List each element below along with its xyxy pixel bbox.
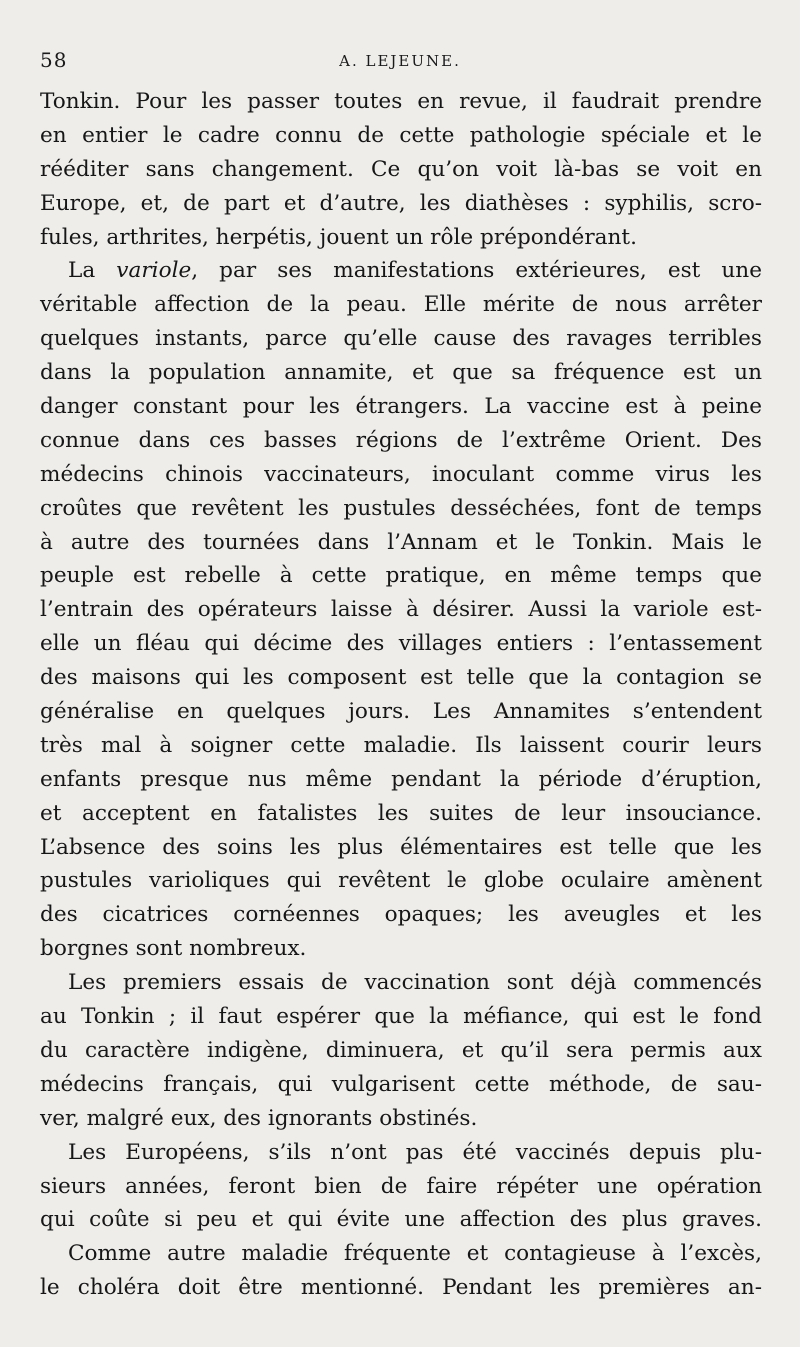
- text-line: du caractère indigène, diminuera, et qu’il sera permis aux: [40, 1037, 762, 1063]
- text-line: danger constant pour les étrangers. La vaccine est à peine: [40, 394, 762, 420]
- text-run: La: [68, 258, 117, 284]
- text-line: connue dans ces basses régions de l’extrême Orient. Des: [40, 427, 762, 453]
- text-line: [40, 254, 762, 288]
- text-line: pustules varioliques qui revêtent le globe oculaire amènent: [40, 868, 762, 894]
- text-line: L’absence des soins les plus élémentaires est telle que les: [40, 834, 762, 860]
- text-line: médecins français, qui vulgarisent cette méthode, de sau-: [40, 1071, 762, 1097]
- text-run: , par ses manifestations extérieures, est une: [191, 258, 762, 284]
- text-line: des cicatrices cornéennes opaques; les aveugles et les: [40, 902, 762, 928]
- text-line: quelques instants, parce qu’elle cause des ravages terribles: [40, 326, 762, 352]
- text-line: peuple est rebelle à cette pratique, en même temps que: [40, 563, 762, 589]
- text-line: Les premiers essais de vaccination sont déjà commencés: [68, 970, 762, 996]
- text-line: l’entrain des opérateurs laisse à désirer. Aussi la variole est-: [40, 597, 762, 623]
- text-line: elle un fléau qui décime des villages entiers : l’entassement: [40, 631, 762, 657]
- text-line: au Tonkin ; il faut espérer que la méfiance, qui est le fond: [40, 1004, 762, 1030]
- text-line: ver, malgré eux, des ignorants obstinés.: [40, 1105, 478, 1131]
- text-line: en entier le cadre connu de cette pathologie spéciale et le: [40, 122, 762, 148]
- text-line: sieurs années, feront bien de faire répéter une opération: [40, 1173, 762, 1199]
- text-line: véritable affection de la peau. Elle mérite de nous arrêter: [40, 292, 762, 318]
- running-head: A. LEJEUNE.: [339, 52, 461, 70]
- text-line: Europe, et, de part et d’autre, les diathèses : syphilis, scro-: [40, 190, 762, 216]
- text-line: croûtes que revêtent les pustules desséchées, font de temps: [40, 495, 762, 521]
- text-line: le choléra doit être mentionné. Pendant les premières an-: [40, 1275, 762, 1301]
- text-line: qui coûte si peu et qui évite une affection des plus graves.: [40, 1207, 762, 1233]
- body-text: [40, 85, 762, 1305]
- text-line: Les Européens, s’ils n’ont pas été vaccinés depuis plu-: [68, 1139, 762, 1165]
- text-line: des maisons qui les composent est telle que la contagion se: [40, 665, 762, 691]
- page-header: [40, 48, 760, 76]
- text-line: Comme autre maladie fréquente et contagieuse à l’excès,: [68, 1241, 762, 1267]
- text-line: généralise en quelques jours. Les Annamites s’entendent: [40, 699, 762, 725]
- text-line: et acceptent en fatalistes les suites de leur insouciance.: [40, 800, 762, 826]
- italic-term: variole: [116, 258, 192, 284]
- text-line: très mal à soigner cette maladie. Ils laissent courir leurs: [40, 732, 762, 758]
- text-line: borgnes sont nombreux.: [40, 936, 307, 962]
- text-line: à autre des tournées dans l’Annam et le Tonkin. Mais le: [40, 529, 762, 555]
- text-line: fules, arthrites, herpétis, jouent un rôle prépondérant.: [40, 224, 637, 250]
- text-line: médecins chinois vaccinateurs, inoculant comme virus les: [40, 461, 762, 487]
- text-line: dans la population annamite, et que sa fréquence est un: [40, 360, 762, 386]
- text-line: Tonkin. Pour les passer toutes en revue, il faudrait prendre: [40, 89, 762, 114]
- page-number: 58: [40, 48, 68, 72]
- text-line: enfants presque nus même pendant la période d’éruption,: [40, 766, 762, 792]
- text-line: rééditer sans changement. Ce qu’on voit là-bas se voit en: [40, 156, 762, 182]
